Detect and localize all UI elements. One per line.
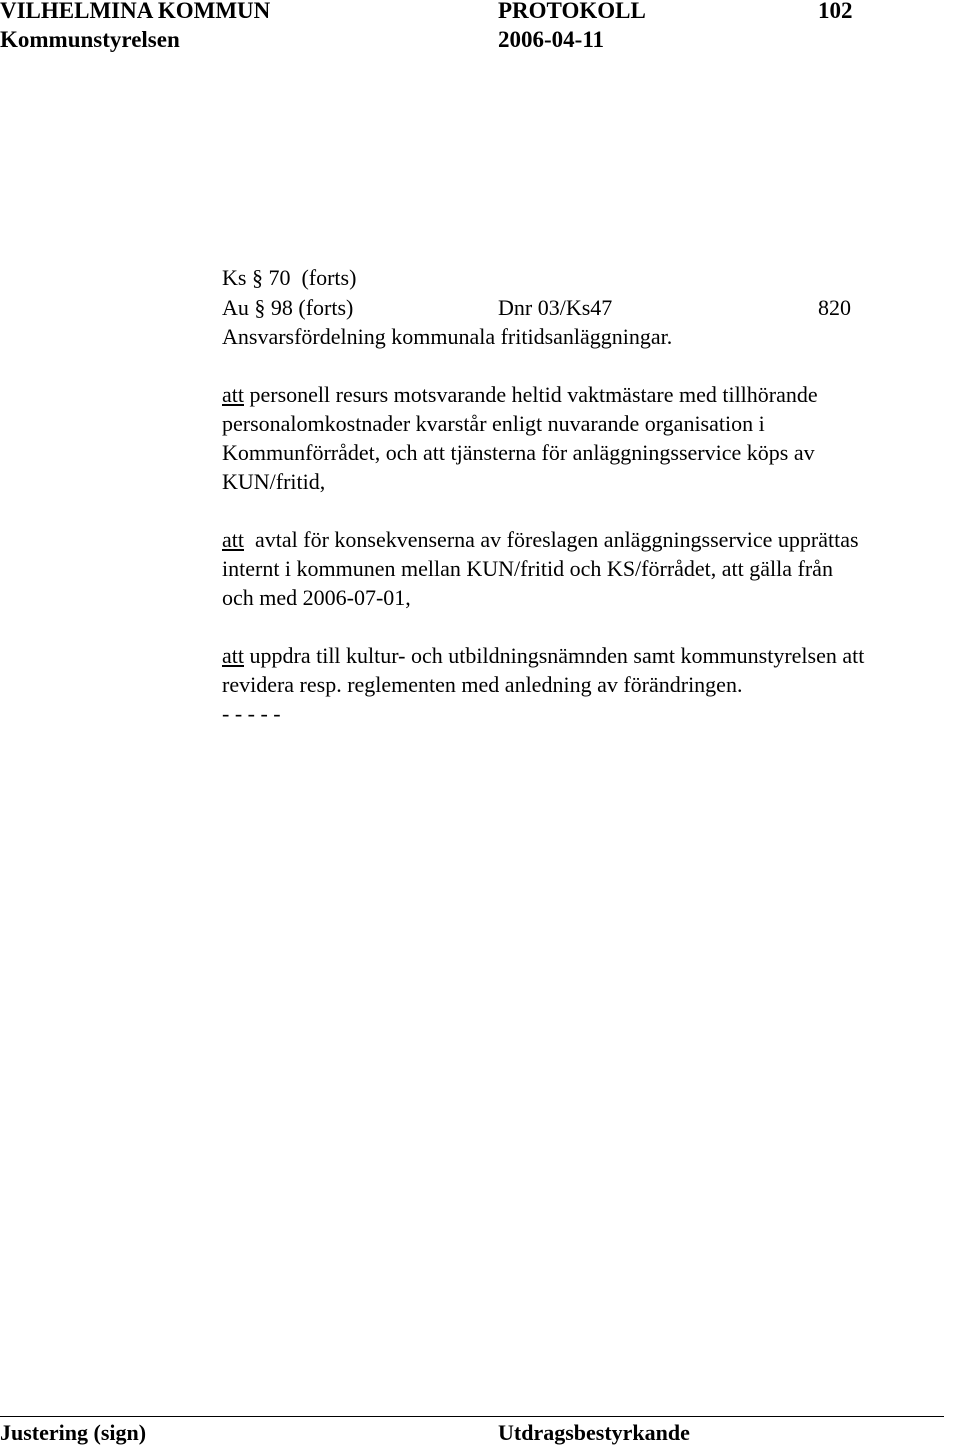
decision-text: avtal för konsekvenserna av föreslagen anläggningsservice upprättas (244, 527, 859, 552)
subject-line: Ansvarsfördelning kommunala fritidsanläggningar. (222, 324, 673, 349)
decision-text: personell resurs motsvarande heltid vaktmästare med tillhörande (244, 382, 818, 407)
decision-2-line-3: och med 2006-07-01, (222, 585, 411, 610)
header-body: Kommunstyrelsen (0, 27, 180, 52)
ks-reference: Ks § 70 (forts) (222, 265, 357, 290)
decision-text: uppdra till kultur- och utbildningsnämnden samt kommunstyrelsen att (244, 643, 865, 668)
end-marker: - - - - - (222, 701, 281, 726)
decision-1-line-4: KUN/fritid, (222, 469, 326, 494)
header-org: VILHELMINA KOMMUN (0, 0, 271, 23)
header-page-number: 102 (818, 0, 853, 23)
decision-keyword: att (222, 527, 244, 552)
decision-1-line-1 (222, 380, 818, 409)
decision-1-line-3: Kommunförrådet, och att tjänsterna för anläggningsservice köps av (222, 440, 815, 465)
decision-3-line-1 (222, 641, 864, 670)
header-date: 2006-04-11 (498, 27, 605, 52)
dnr-reference: Dnr 03/Ks47 (498, 295, 613, 320)
decision-2-line-2: internt i kommunen mellan KUN/fritid och KS/förrådet, att gälla från (222, 556, 833, 581)
footer-utdragsbestyrkande: Utdragsbestyrkande (498, 1420, 690, 1445)
footer-justering: Justering (sign) (0, 1420, 147, 1445)
decision-1-line-2: personalomkostnader kvarstår enligt nuvarande organisation i (222, 411, 765, 436)
header-doc-type: PROTOKOLL (498, 0, 646, 23)
decision-3-line-2: revidera resp. reglementen med anledning av förändringen. (222, 672, 743, 697)
au-reference: Au § 98 (forts) (222, 295, 354, 320)
decision-keyword: att (222, 382, 244, 407)
decision-keyword: att (222, 643, 244, 668)
reference-code: 820 (818, 295, 851, 320)
decision-2-line-1 (222, 525, 859, 554)
footer-divider (0, 1416, 944, 1417)
